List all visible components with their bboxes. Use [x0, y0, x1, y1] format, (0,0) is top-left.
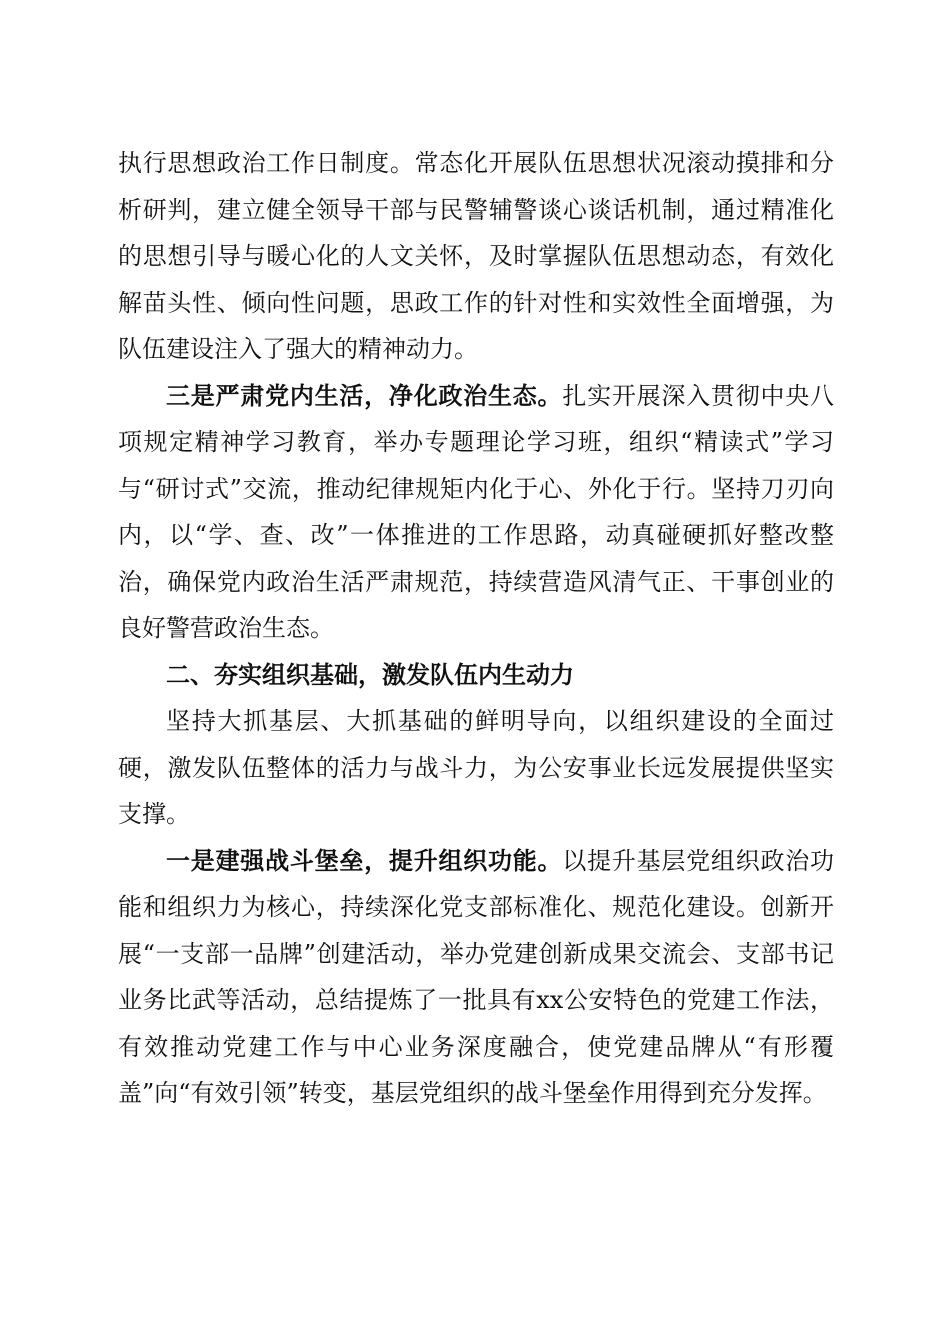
paragraph-lead: 一是建强战斗堡垒，提升组织功能。: [166, 846, 563, 875]
paragraph-text: 扎实开展深入贯彻中央八项规定精神学习教育，举办专题理论学习班，组织“精读式”学习与“研讨式”交流，推动纪律规矩内化于心、外化于行。坚持刀刃向内，以“学、查、改”一体推进的工作思路，动真碰硬抓好整改整治，确保党内政治生活严肃规范，持续营造风清气正、干事创业的良好警营政治生态。: [118, 381, 835, 642]
paragraph-lead: 三是严肃党内生活，净化政治生态。: [166, 381, 563, 410]
paragraph-party-life: [118, 373, 834, 652]
paragraph-text: 执行思想政治工作日制度。常态化开展队伍思想状况滚动摸排和分析研判，建立健全领导干部与民警辅警谈心谈话机制，通过精准化的思想引导与暖心化的人文关怀，及时掌握队伍思想动态，有效化解苗头性、倾向性问题，思政工作的针对性和实效性全面增强，为队伍建设注入了强大的精神动力。: [118, 149, 834, 363]
paragraph-text: 以提升基层党组织政治功能和组织力为核心，持续深化党支部标准化、规范化建设。创新开展“一支部一品牌”创建活动，举办党建创新成果交流会、支部书记业务比武等活动，总结提炼了一批具有xx公安特色的党建工作法，有效推动党建工作与中心业务深度融合，使党建品牌从“有形覆盖”向“有效引领”转变，基层党组织的战斗堡垒作用得到充分发挥。: [118, 846, 835, 1107]
paragraph-battle-fortress: [118, 838, 834, 1117]
paragraph-text: 坚持大抓基层、大抓基础的鲜明导向，以组织建设的全面过硬，激发队伍整体的活力与战斗力，为公安事业长远发展提供坚实支撑。: [118, 707, 834, 828]
paragraph-ideological-work: [118, 140, 834, 373]
section-heading-organization: 二、夯实组织基础，激发队伍内生动力: [166, 660, 574, 689]
paragraph-grassroots: [118, 698, 834, 838]
document-body: [118, 140, 834, 1117]
